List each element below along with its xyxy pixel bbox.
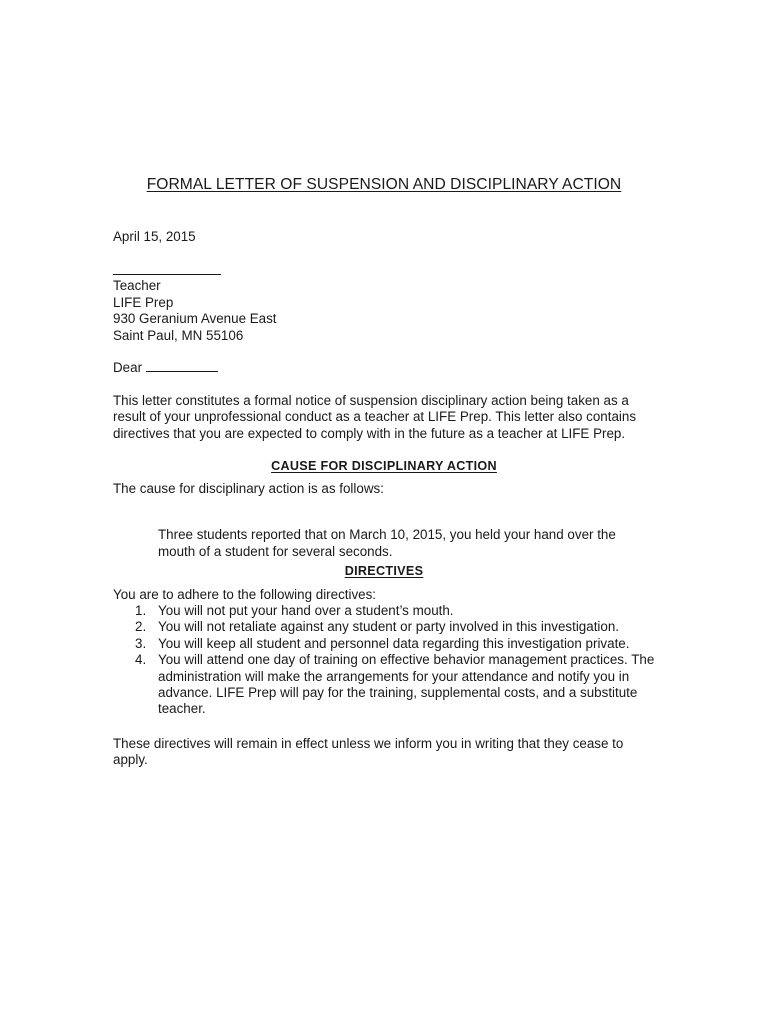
salutation [113,359,653,376]
recipient-street: 930 Geranium Avenue East [113,311,277,327]
cause-detail: Three students reported that on March 10, 2015, you held your hand over the mouth of a student for several seconds. [158,527,616,559]
recipient-name-blank [113,262,653,278]
directive-number: 2. [135,619,147,635]
closing-paragraph: These directives will remain in effect unless we inform you in writing that they cease to apply. [113,736,624,768]
cause-intro: The cause for disciplinary action is as follows: [113,481,384,496]
directives-list [113,603,673,718]
directive-text: You will attend one day of training on effective behavior management practices. The administration will make the arrangements for your attendance and notify you in advance. LIFE Prep will pay for the training, supplemental costs, and a substitute teacher. [158,652,655,717]
directive-text: You will not put your hand over a student’s mouth. [158,603,454,618]
directive-item [113,603,673,619]
directive-text: You will keep all student and personnel data regarding this investigation private. [158,635,630,651]
directive-item [113,619,673,635]
recipient-organization: LIFE Prep [113,294,174,310]
cause-heading: CAUSE FOR DISCIPLINARY ACTION [271,459,497,473]
directive-number: 3. [135,635,147,651]
salutation-blank-line [146,359,218,372]
letter-title: FORMAL LETTER OF SUSPENSION AND DISCIPLINARY ACTION [146,176,622,193]
directive-text: You will not retaliate against any student or party involved in this investigation. [158,619,620,635]
recipient-city-state-zip: Saint Paul, MN 55106 [113,327,244,343]
directive-number: 4. [135,652,147,668]
recipient-address [113,262,653,344]
directive-item [113,652,673,718]
salutation-text: Dear [113,360,143,375]
letter-date: April 15, 2015 [113,229,196,244]
directive-item [113,636,673,652]
directive-number: 1. [135,603,147,618]
directives-intro: You are to adhere to the following directives: [113,587,377,602]
recipient-role: Teacher [113,278,161,294]
name-blank-line [113,262,221,275]
directives-heading: DIRECTIVES [344,564,424,578]
intro-paragraph: This letter constitutes a formal notice of suspension disciplinary action being taken as a result of your unprofessional conduct as a teacher at LIFE Prep. This letter also contains directives that you are expected to comply with in the future as a teacher at LIFE Prep. [113,393,637,441]
